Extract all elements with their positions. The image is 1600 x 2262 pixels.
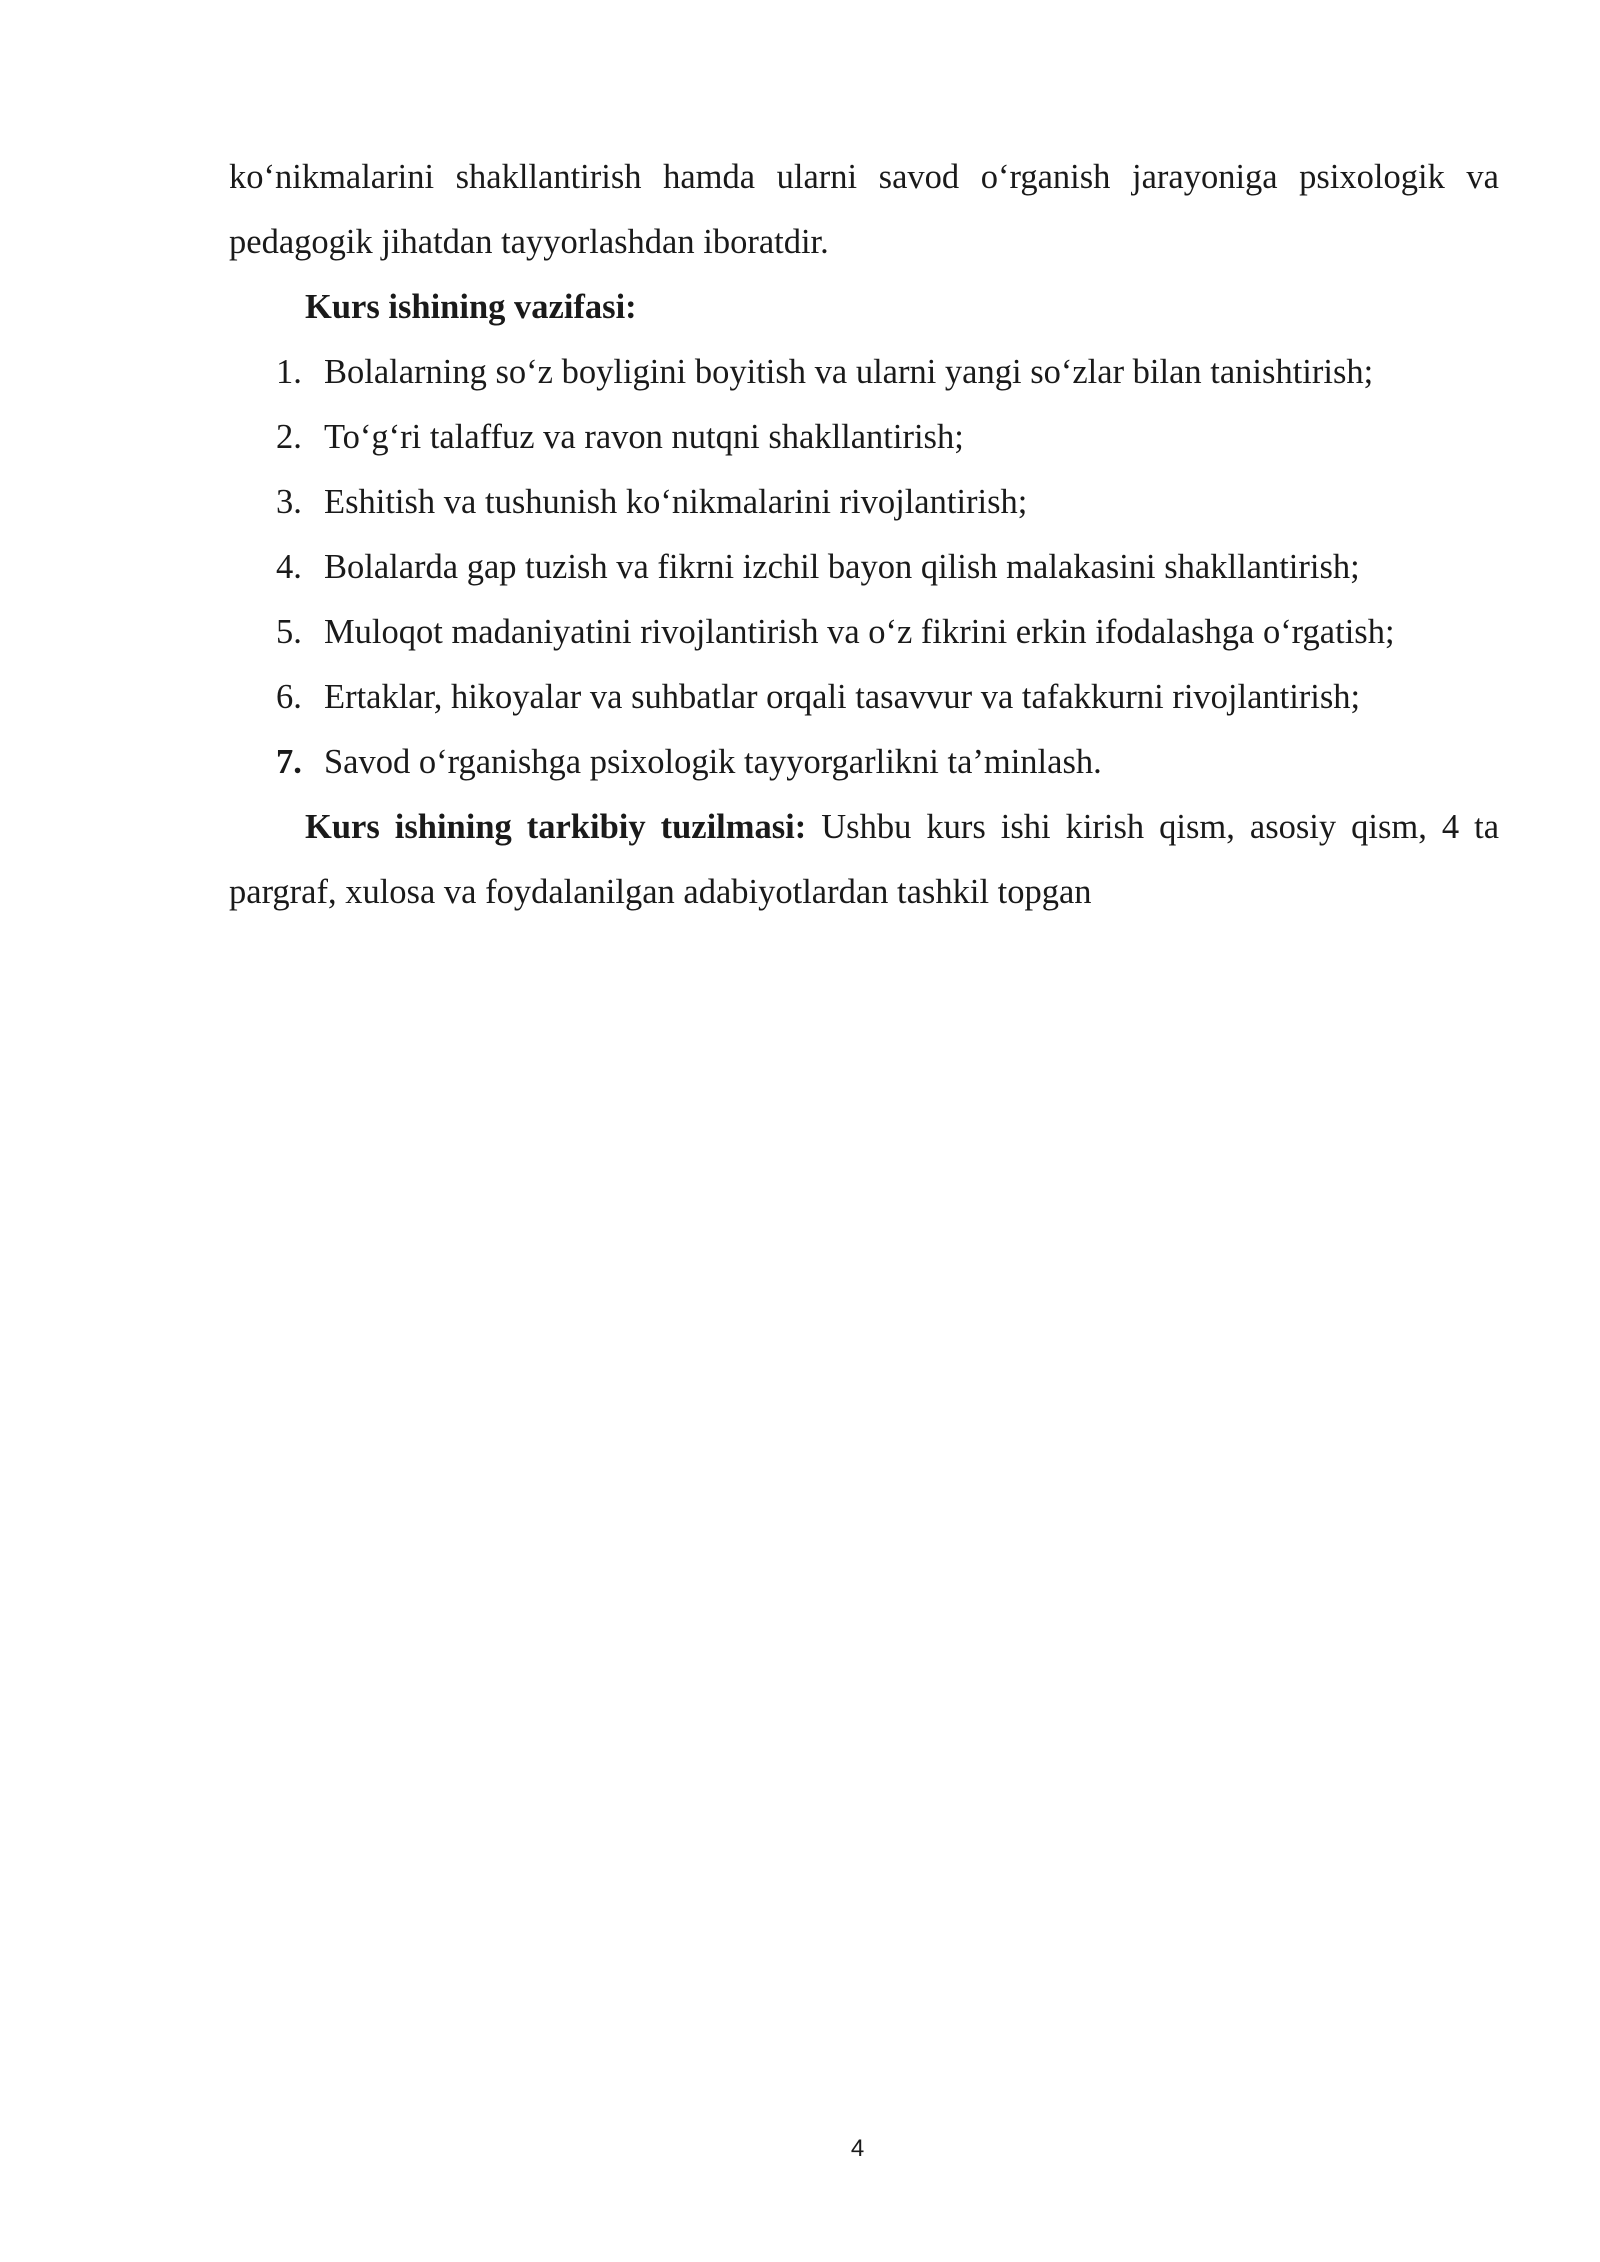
list-item — [229, 470, 1499, 535]
list-item-number: 7. — [276, 743, 302, 781]
list-item-text: Savod o‘rganishga psixologik tayyorgarlikni ta’minlash. — [324, 743, 1102, 781]
list-item — [229, 340, 1499, 405]
list-item — [229, 600, 1499, 665]
list-item-text: Bolalarning so‘z boyligini boyitish va ularni yangi so‘zlar bilan tanishtirish; — [324, 353, 1374, 391]
list-item-number: 6. — [276, 678, 302, 716]
list-item-number: 5. — [276, 613, 302, 651]
structure-text: Ushbu kurs ishi kirish qism, asosiy qism, 4 ta pargraf, xulosa va foydalanilgan adabiyotlardan tashkil topgan — [229, 808, 1500, 911]
structure-heading: Kurs ishining tarkibiy tuzilmasi: — [305, 808, 807, 846]
list-item-number: 3. — [276, 483, 302, 521]
list-item — [229, 665, 1499, 730]
list-item-text: Bolalarda gap tuzish va fikrni izchil bayon qilish malakasini shakllantirish; — [324, 548, 1360, 586]
list-item-text: Eshitish va tushunish ko‘nikmalarini rivojlantirish; — [324, 483, 1028, 521]
list-item-text: Muloqot madaniyatini rivojlantirish va o‘z fikrini erkin ifodalashga o‘rgatish; — [324, 613, 1395, 651]
tasks-list — [229, 340, 1499, 795]
structure-paragraph — [229, 795, 1499, 925]
list-item-number: 2. — [276, 418, 302, 456]
list-item-text: To‘g‘ri talaffuz va ravon nutqni shakllantirish; — [324, 418, 964, 456]
intro-paragraph: ko‘nikmalarini shakllantirish hamda ularni savod o‘rganish jarayoniga psixologik va pedagogik jihatdan tayyorlashdan iboratdir. — [229, 158, 1499, 261]
page-number: 4 — [850, 2135, 865, 2162]
list-item — [229, 405, 1499, 470]
list-item — [229, 535, 1499, 600]
list-item-text: Ertaklar, hikoyalar va suhbatlar orqali tasavvur va tafakkurni rivojlantirish; — [324, 678, 1361, 716]
document-body — [229, 145, 1499, 925]
list-item-number: 1. — [276, 353, 302, 391]
list-item — [229, 730, 1499, 795]
tasks-heading: Kurs ishining vazifasi: — [305, 288, 637, 326]
list-item-number: 4. — [276, 548, 302, 586]
